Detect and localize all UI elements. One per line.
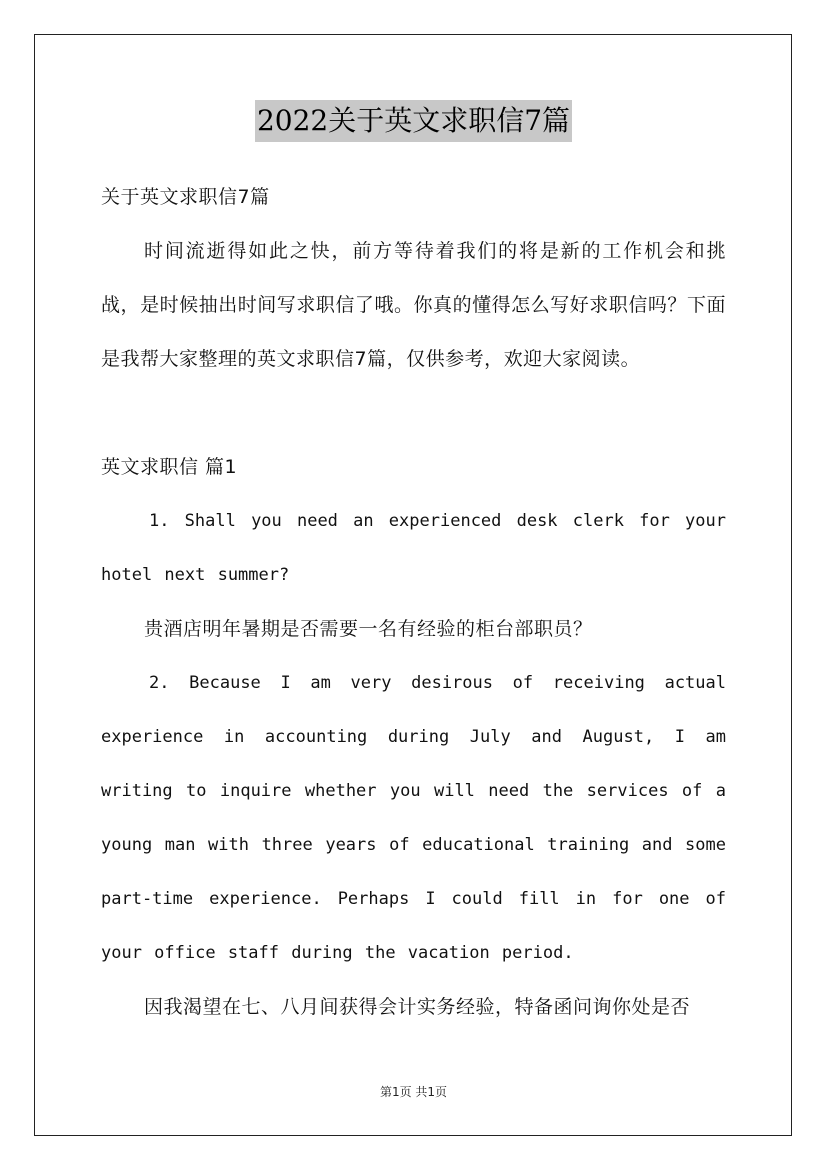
item-1-chinese: 贵酒店明年暑期是否需要一名有经验的柜台部职员？ [144, 618, 593, 640]
page-footer: 第1页 共1页 [379, 1085, 448, 1099]
item-2-chinese: 因我渴望在七、八月间获得会计实务经验，特备函问询你处是否 [144, 996, 691, 1018]
section-heading: 英文求职信 篇1 [101, 456, 238, 478]
document-body [101, 170, 726, 1034]
item-2-english: 2. Because I am very desirous of receiving actual experience in accounting during July and August, I am writing to inquire whether you will need the services of a young man with three years of educational training and some part-time experience. Perhaps I could fill in for one of your office staff during the vacation period. [101, 673, 726, 963]
paragraph-gap [101, 386, 726, 440]
subtitle: 关于英文求职信7篇 [101, 186, 270, 208]
item-1-english: 1. Shall you need an experienced desk clerk for your hotel next summer? [101, 511, 726, 585]
document-title: 2022关于英文求职信7篇 [255, 100, 572, 142]
title-container [0, 100, 827, 142]
intro-paragraph: 时间流逝得如此之快，前方等待着我们的将是新的工作机会和挑战，是时候抽出时间写求职信了哦。你真的懂得怎么写好求职信吗？下面是我帮大家整理的英文求职信7篇，仅供参考，欢迎大家阅读。 [101, 240, 726, 370]
